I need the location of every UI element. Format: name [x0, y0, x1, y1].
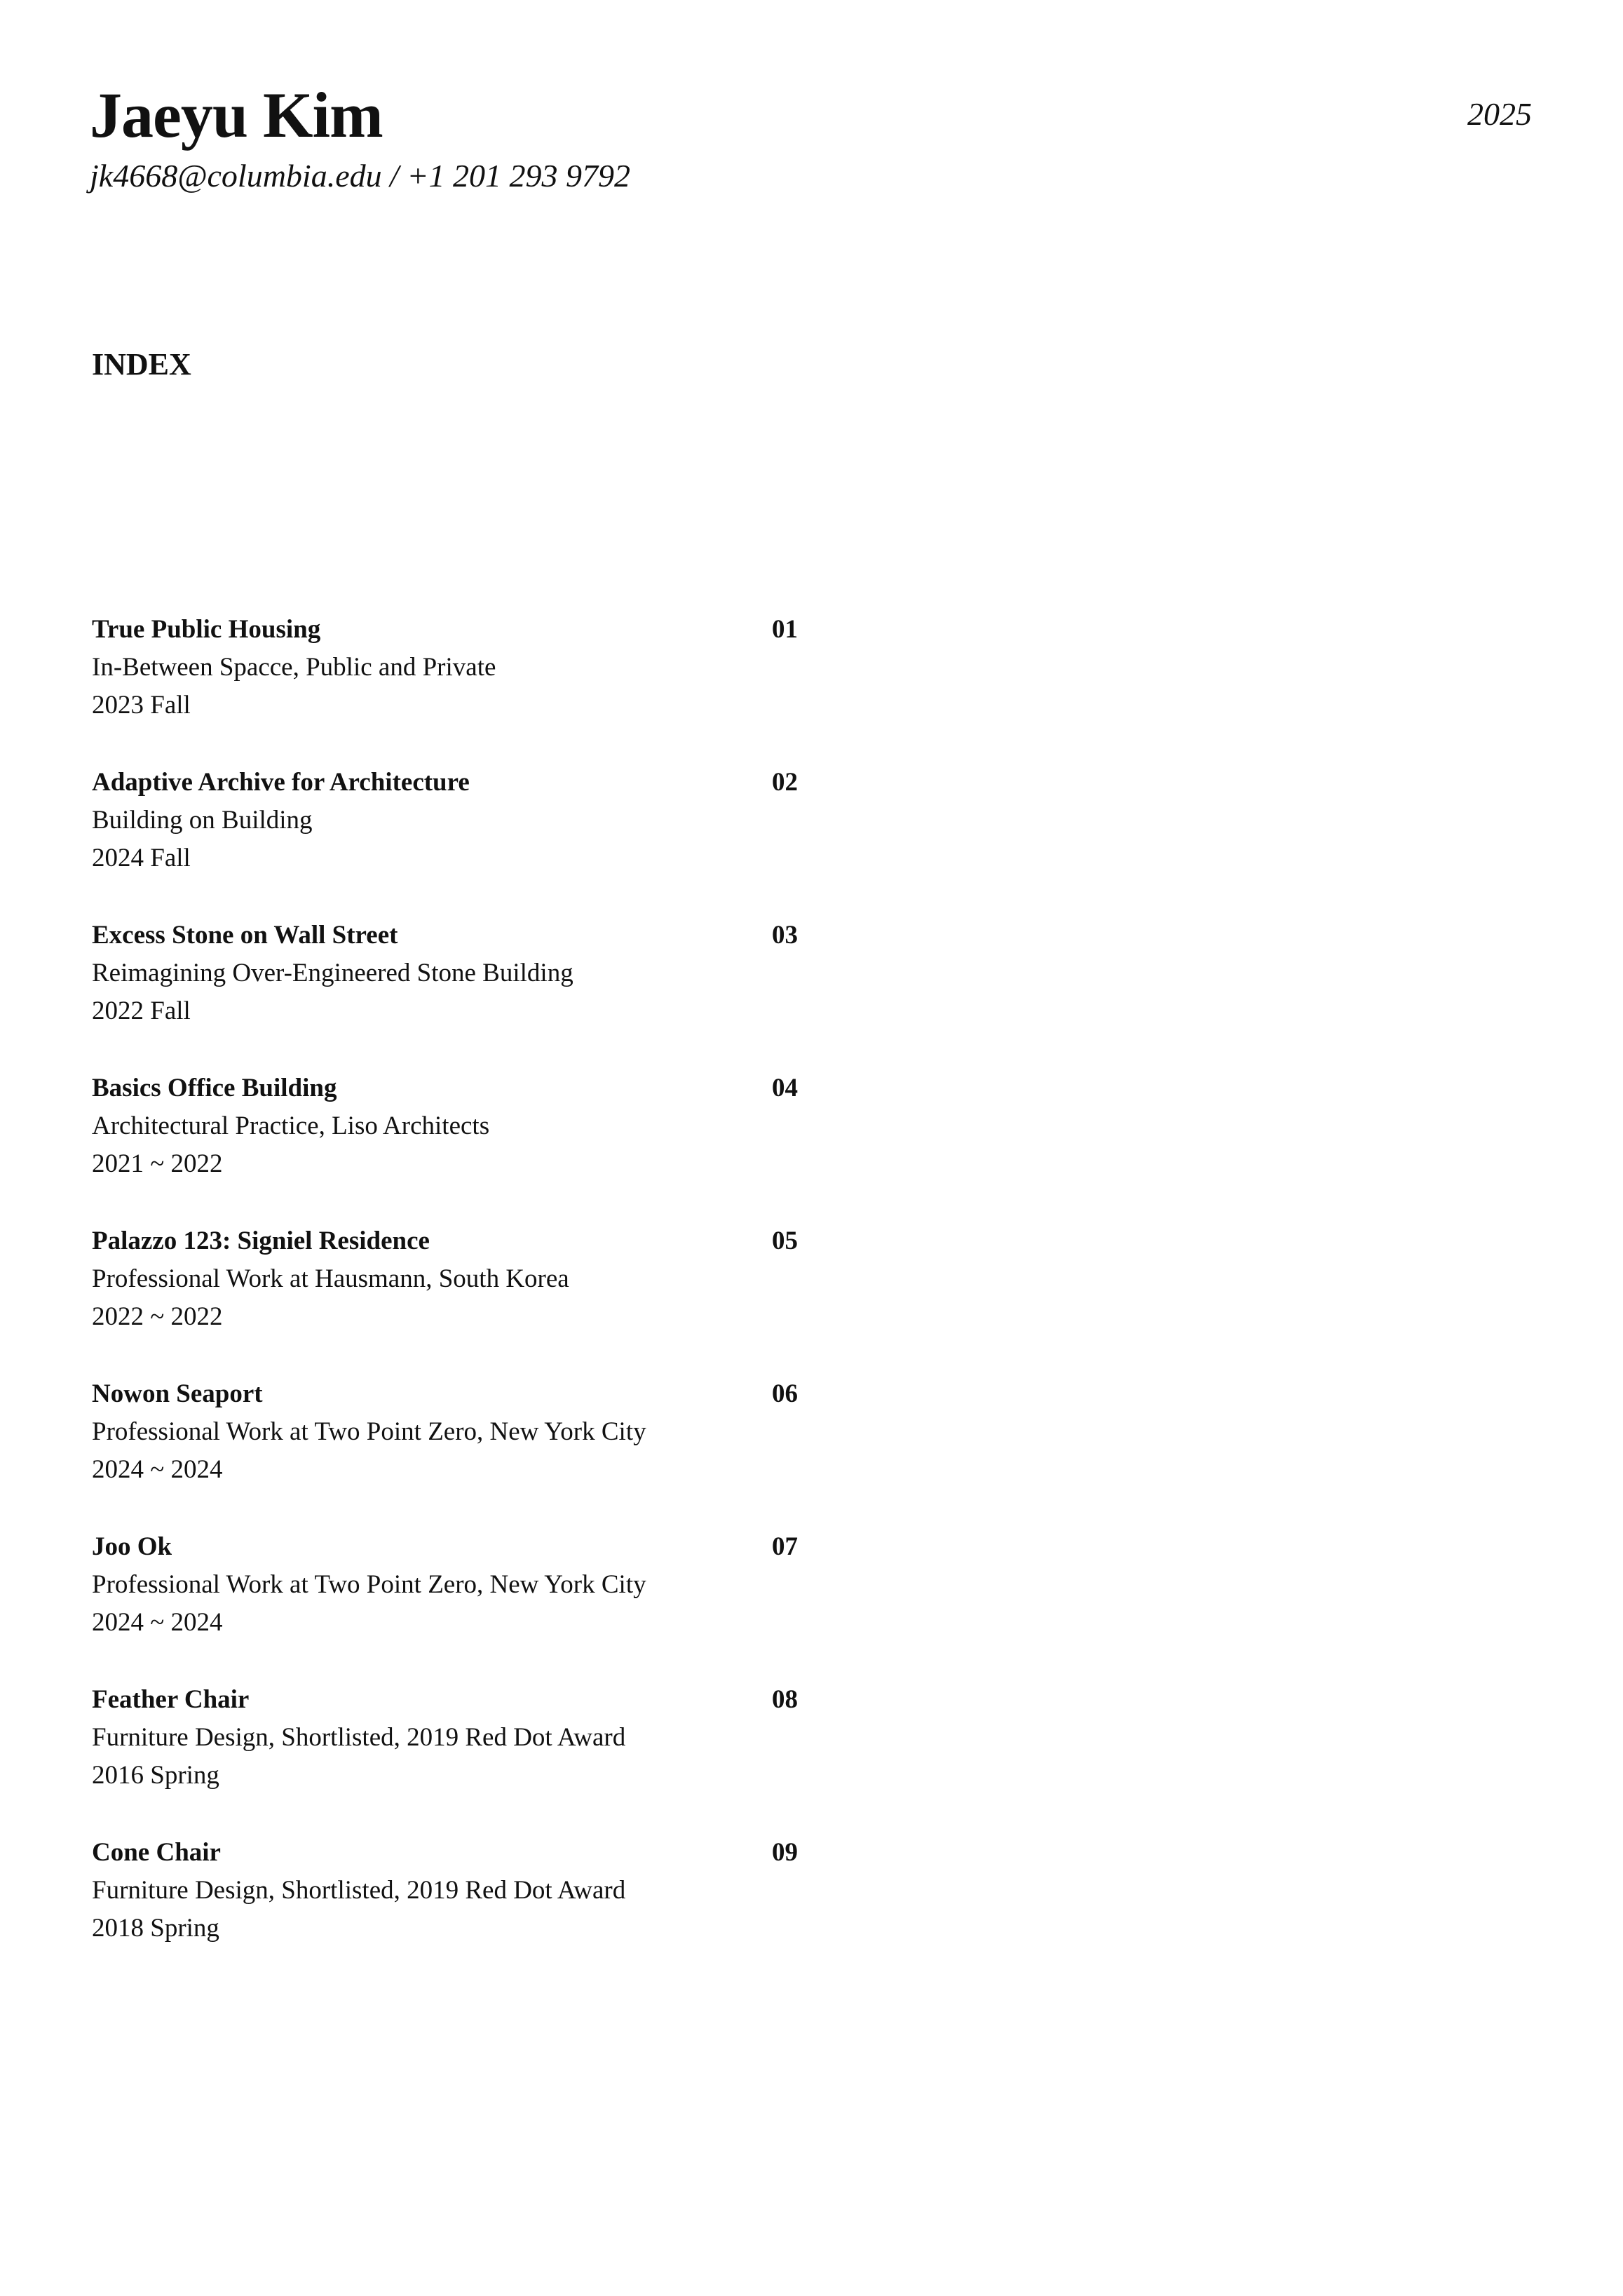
entry-number: 08: [772, 1685, 798, 1714]
entry-description: In-Between Spacce, Public and Private: [92, 653, 496, 682]
header-year: 2025: [1467, 96, 1532, 132]
entry-number: 07: [772, 1532, 798, 1561]
entry-title: Nowon Seaport: [92, 1379, 263, 1408]
entry-title: True Public Housing: [92, 615, 321, 644]
entry-title: Basics Office Building: [92, 1074, 337, 1102]
index-title: INDEX: [92, 347, 191, 381]
index-entry-06: [92, 1375, 807, 1528]
entry-description: Architectural Practice, Liso Architects: [92, 1112, 490, 1140]
entry-title: Adaptive Archive for Architecture: [92, 768, 470, 797]
entry-date: 2022 Fall: [92, 997, 191, 1025]
index-entry-02: [92, 764, 807, 917]
entry-number: 06: [772, 1379, 798, 1408]
index-entry-09: [92, 1834, 807, 1987]
entry-description: Professional Work at Hausmann, South Korea: [92, 1264, 569, 1293]
entry-number: 02: [772, 768, 798, 797]
entry-date: 2024 ~ 2024: [92, 1455, 223, 1484]
entry-number: 04: [772, 1074, 798, 1102]
entry-description: Building on Building: [92, 806, 313, 835]
header-name: Jaeyu Kim: [90, 79, 383, 151]
index-entry-07: [92, 1528, 807, 1681]
entry-date: 2023 Fall: [92, 691, 191, 720]
entry-number: 05: [772, 1227, 798, 1255]
entry-number: 01: [772, 615, 798, 644]
index-list: [92, 611, 807, 1987]
entry-description: Reimagining Over-Engineered Stone Building: [92, 959, 573, 987]
index-entry-03: [92, 917, 807, 1069]
header-contact: jk4668@columbia.edu / +1 201 293 9792: [90, 158, 630, 194]
index-entry-04: [92, 1069, 807, 1222]
entry-date: 2021 ~ 2022: [92, 1149, 223, 1178]
entry-date: 2022 ~ 2022: [92, 1302, 223, 1331]
entry-date: 2024 Fall: [92, 844, 191, 872]
index-entry-05: [92, 1222, 807, 1375]
index-entry-08: [92, 1681, 807, 1834]
entry-description: Furniture Design, Shortlisted, 2019 Red Dot Award: [92, 1723, 626, 1752]
entry-title: Cone Chair: [92, 1838, 221, 1867]
entry-description: Professional Work at Two Point Zero, New York City: [92, 1570, 646, 1599]
entry-date: 2024 ~ 2024: [92, 1608, 223, 1637]
entry-title: Feather Chair: [92, 1685, 250, 1714]
entry-title: Palazzo 123: Signiel Residence: [92, 1227, 430, 1255]
entry-description: Professional Work at Two Point Zero, New York City: [92, 1417, 646, 1446]
entry-title: Excess Stone on Wall Street: [92, 921, 398, 950]
entry-title: Joo Ok: [92, 1532, 172, 1561]
index-entry-01: [92, 611, 807, 764]
entry-date: 2018 Spring: [92, 1914, 219, 1943]
entry-description: Furniture Design, Shortlisted, 2019 Red Dot Award: [92, 1876, 626, 1905]
entry-number: 09: [772, 1838, 798, 1867]
entry-date: 2016 Spring: [92, 1761, 219, 1790]
entry-number: 03: [772, 921, 798, 950]
